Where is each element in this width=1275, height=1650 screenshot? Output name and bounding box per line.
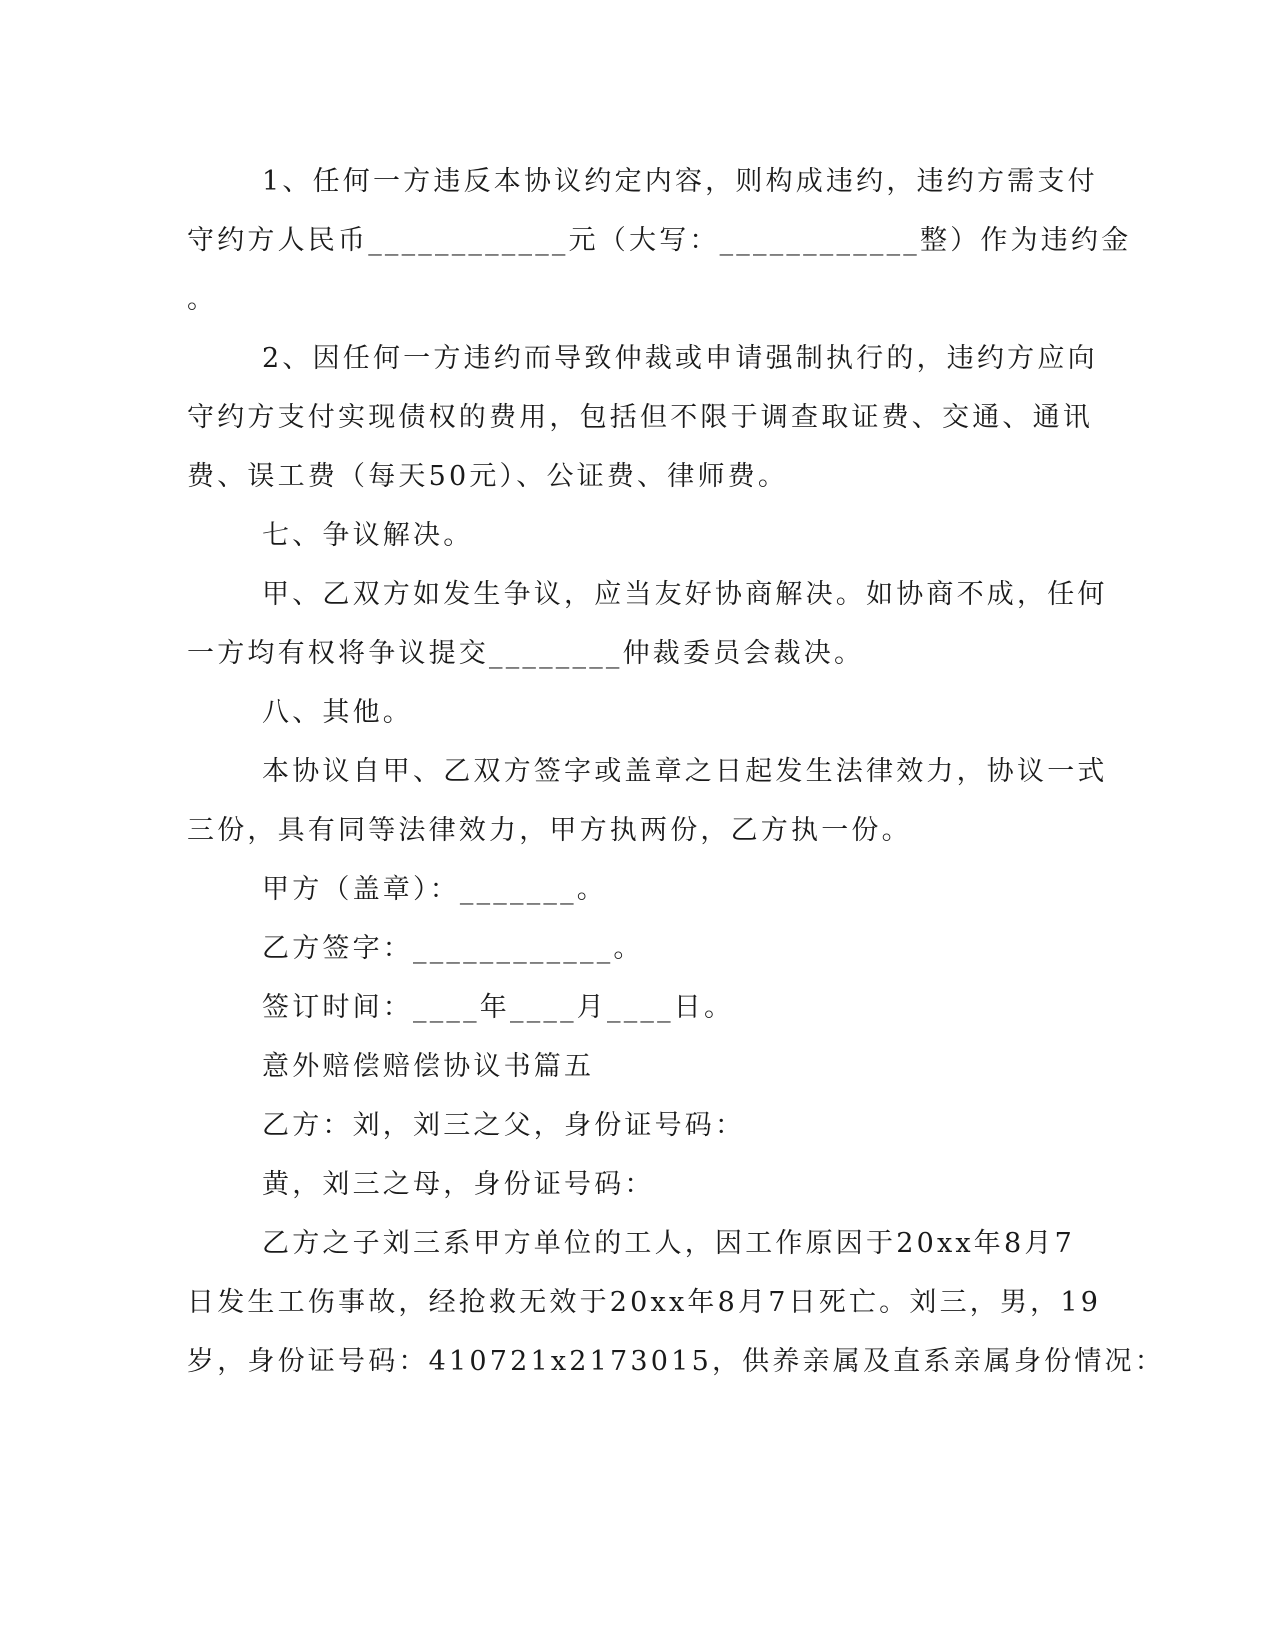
clause-2-line-2: 守约方支付实现债权的费用，包括但不限于调查取证费、交通、通讯 [187, 402, 1093, 433]
incident-paragraph-line-1: 乙方之子刘三系甲方单位的工人，因工作原因于20xx年8月7 [262, 1228, 1075, 1259]
party-a-seal-line: 甲方（盖章）：_______。 [262, 874, 607, 905]
incident-paragraph-line-2: 日发生工伤事故，经抢救无效于20xx年8月7日死亡。刘三，男，19 [187, 1287, 1102, 1318]
section-title-part-five: 意外赔偿赔偿协议书篇五 [262, 1051, 595, 1082]
section-heading-dispute: 七、争议解决。 [262, 520, 474, 551]
party-b-father-line: 乙方：刘，刘三之父，身份证号码： [262, 1110, 746, 1141]
signing-date-line: 签订时间：____年____月____日。 [262, 992, 735, 1023]
other-paragraph-line-1: 本协议自甲、乙双方签字或盖章之日起发生法律效力，协议一式 [262, 756, 1108, 787]
party-b-signature-line: 乙方签字：____________。 [262, 933, 644, 964]
clause-2-line-3: 费、误工费（每天50元）、公证费、律师费。 [187, 461, 789, 492]
clause-2-line-1: 2、因任何一方违约而导致仲裁或申请强制执行的，违约方应向 [262, 343, 1098, 374]
clause-1-line-1: 1、任何一方违反本协议约定内容，则构成违约，违约方需支付 [262, 166, 1098, 197]
clause-1-line-2: 守约方人民币____________元（大写：____________整）作为违约金 [187, 225, 1132, 256]
incident-paragraph-line-3: 岁，身份证号码：410721x2173015，供养亲属及直系亲属身份情况： [187, 1346, 1165, 1377]
party-b-mother-line: 黄，刘三之母，身份证号码： [262, 1169, 655, 1200]
dispute-paragraph-line-2: 一方均有权将争议提交________仲裁委员会裁决。 [187, 638, 865, 669]
dispute-paragraph-line-1: 甲、乙双方如发生争议，应当友好协商解决。如协商不成，任何 [262, 579, 1108, 610]
section-heading-other: 八、其他。 [262, 697, 413, 728]
clause-1-line-3: 。 [187, 284, 218, 315]
other-paragraph-line-2: 三份，具有同等法律效力，甲方执两份，乙方执一份。 [187, 815, 912, 846]
